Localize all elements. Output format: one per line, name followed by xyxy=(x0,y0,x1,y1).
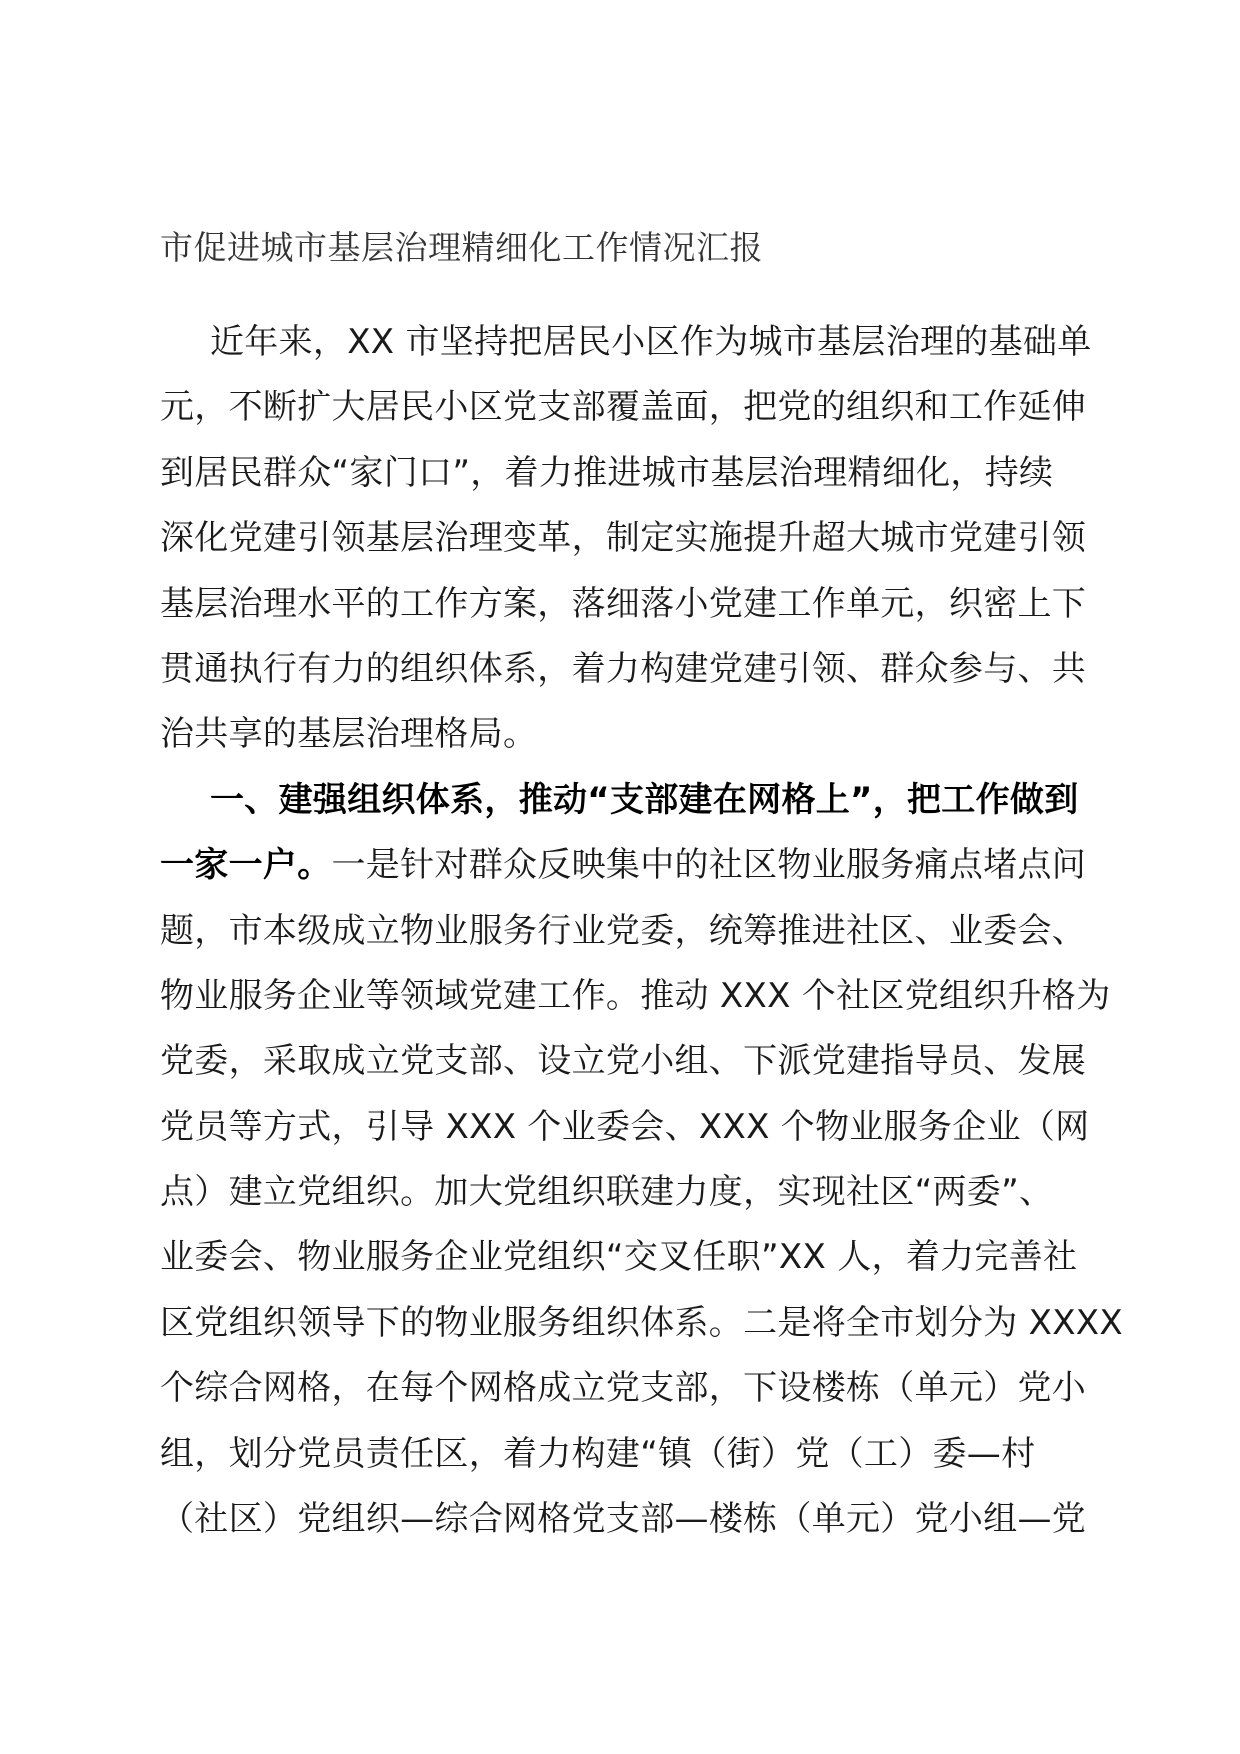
intro-line: 元，不断扩大居民小区党支部覆盖面，把党的组织和工作延伸 xyxy=(160,387,1087,428)
section-body-line: 物业服务企业等领域党建工作。推动 XXX 个社区党组织升格为 xyxy=(160,975,1111,1016)
section-heading: 一、建强组织体系，推动“支部建在网格上”，把工作做到 xyxy=(210,779,1079,820)
section-body-line: 业委会、物业服务企业党组织“交叉任职”XX 人，着力完善社 xyxy=(160,1237,1078,1278)
intro-line: 基层治理水平的工作方案，落细落小党建工作单元，织密上下 xyxy=(160,583,1087,624)
section-body-line: （社区）党组织—综合网格党支部—楼栋（单元）党小组—党 xyxy=(160,1499,1087,1540)
intro-line: 治共享的基层治理格局。 xyxy=(160,714,538,755)
section-body-line: 题，市本级成立物业服务行业党委，统筹推进社区、业委会、 xyxy=(160,910,1087,951)
intro-line: 近年来，XX 市坚持把居民小区作为城市基层治理的基础单 xyxy=(210,322,1092,362)
section-heading-tail: 一家一户。 xyxy=(160,845,332,886)
intro-line: 贯通执行有力的组织体系，着力构建党建引领、群众参与、共 xyxy=(160,648,1087,689)
intro-line: 深化党建引领基层治理变革，制定实施提升超大城市党建引领 xyxy=(160,518,1087,559)
section-body-line: 点）建立党组织。加大党组织联建力度，实现社区“两委”、 xyxy=(160,1172,1054,1213)
section-heading-continuation xyxy=(160,833,1090,898)
section-body-line: 党委，采取成立党支部、设立党小组、下派党建指导员、发展 xyxy=(160,1041,1087,1082)
document-body xyxy=(160,310,1123,1552)
section-body-line: 党员等方式，引导 XXX 个业委会、XXX 个物业服务企业（网 xyxy=(160,1106,1090,1147)
section-body-start: 一是针对群众反映集中的社区物业服务痛点堵点问 xyxy=(331,845,1087,886)
intro-line: 到居民群众“家门口”，着力推进城市基层治理精细化，持续 xyxy=(160,452,1054,493)
section-body-line: 个综合网格，在每个网格成立党支部，下设楼栋（单元）党小 xyxy=(160,1368,1087,1409)
section-body-line: 区党组织领导下的物业服务组织体系。二是将全市划分为 XXXX xyxy=(160,1302,1123,1343)
section-body-line: 组，划分党员责任区，着力构建“镇（街）党（工）委—村 xyxy=(160,1433,1036,1474)
document-title: 市促进城市基层治理精细化工作情况汇报 xyxy=(160,228,763,267)
